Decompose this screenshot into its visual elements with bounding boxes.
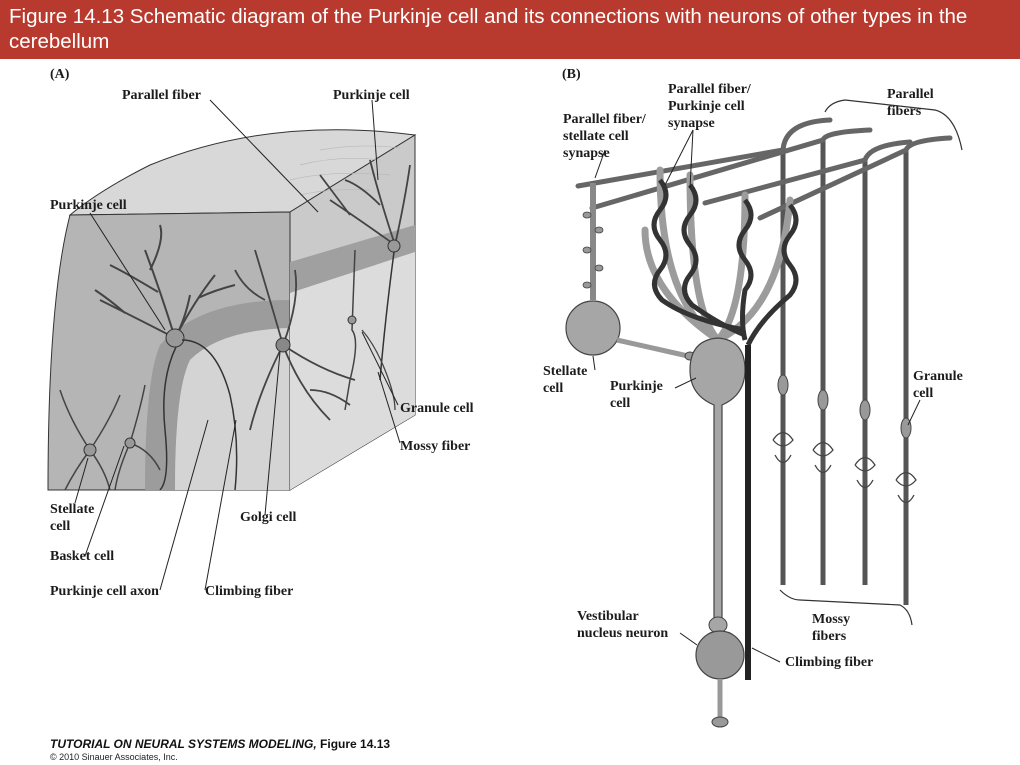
label-purkinje-b-line1: Purkinje [610,379,663,394]
footer-copyright: © 2010 Sinauer Associates, Inc. [50,752,178,762]
stellate-cell-soma-b [566,301,620,355]
label-purkinje-cell-left-a: Purkinje cell [50,198,127,213]
granule-cell-soma [348,316,356,324]
granule-cell-axons [783,140,906,605]
label-parallel-fiber-a: Parallel fiber [122,88,201,103]
mossy-fiber-rosettes [773,433,916,503]
label-mossy-fibers-line1: Mossy [812,612,851,627]
label-climbing-fiber-b: Climbing fiber [785,655,874,670]
label-pf-purkinje-line3: synapse [668,116,715,131]
granule-cell-bodies-b [778,375,911,438]
label-parallel-fibers-line1: Parallel [887,87,934,102]
panel-b-leaders [593,130,920,662]
purkinje-cell-side-soma [388,240,400,252]
label-stellate-b-line2: cell [543,381,564,396]
label-pf-purkinje-line2: Purkinje cell [668,99,745,114]
parallel-fibers-b [578,120,950,218]
purkinje-cell-front-soma [166,329,184,347]
label-purkinje-b-line2: cell [610,396,631,411]
stellate-cell-a-soma [84,444,96,456]
label-pf-stellate-line3: synapse [563,146,610,161]
label-purkinje-cell-top-a: Purkinje cell [333,88,410,103]
label-pf-stellate-line1: Parallel fiber/ [563,112,646,127]
label-pf-purkinje-line1: Parallel fiber/ [668,82,751,97]
basket-cell-soma [125,438,135,448]
footer-book-name: TUTORIAL ON NEURAL SYSTEMS MODELING, [50,737,317,751]
label-vestibular-line1: Vestibular [577,609,639,624]
label-pf-stellate-line2: stellate cell [563,129,629,144]
vestibular-neuron-soma [696,631,744,679]
label-mossy-fibers-line2: fibers [812,629,847,644]
label-vestibular-line2: nucleus neuron [577,626,669,641]
slide-title: Figure 14.13 Schematic diagram of the Purkinje cell and its connections with neurons of other types in the cerebellum [9,5,968,53]
label-climbing-fiber-a: Climbing fiber [205,584,294,599]
panel-a-diagram [48,67,474,599]
purkinje-cell-soma-b [690,338,745,620]
vestibular-terminal [712,717,728,727]
label-purkinje-axon-a: Purkinje cell axon [50,584,159,599]
label-granule-b-line1: Granule [913,369,963,384]
label-golgi-cell-a: Golgi cell [240,510,297,525]
footer-figure-ref: Figure 14.13 [320,737,391,751]
label-granule-cell-a: Granule cell [400,401,474,416]
label-mossy-fiber-a: Mossy fiber [400,439,471,454]
panel-a-label: (A) [50,67,70,82]
label-parallel-fibers-line2: fibers [887,104,922,119]
label-stellate-b-line1: Stellate [543,364,588,379]
footer-book-title [50,737,390,751]
label-granule-b-line2: cell [913,386,934,401]
stellate-axon-b [617,340,688,356]
panel-b-label: (B) [562,67,581,82]
panel-b-diagram [543,67,963,727]
label-stellate-a-line2: cell [50,519,71,534]
label-stellate-a-line1: Stellate [50,502,95,517]
golgi-cell-soma [276,338,290,352]
label-basket-cell-a: Basket cell [50,549,115,564]
